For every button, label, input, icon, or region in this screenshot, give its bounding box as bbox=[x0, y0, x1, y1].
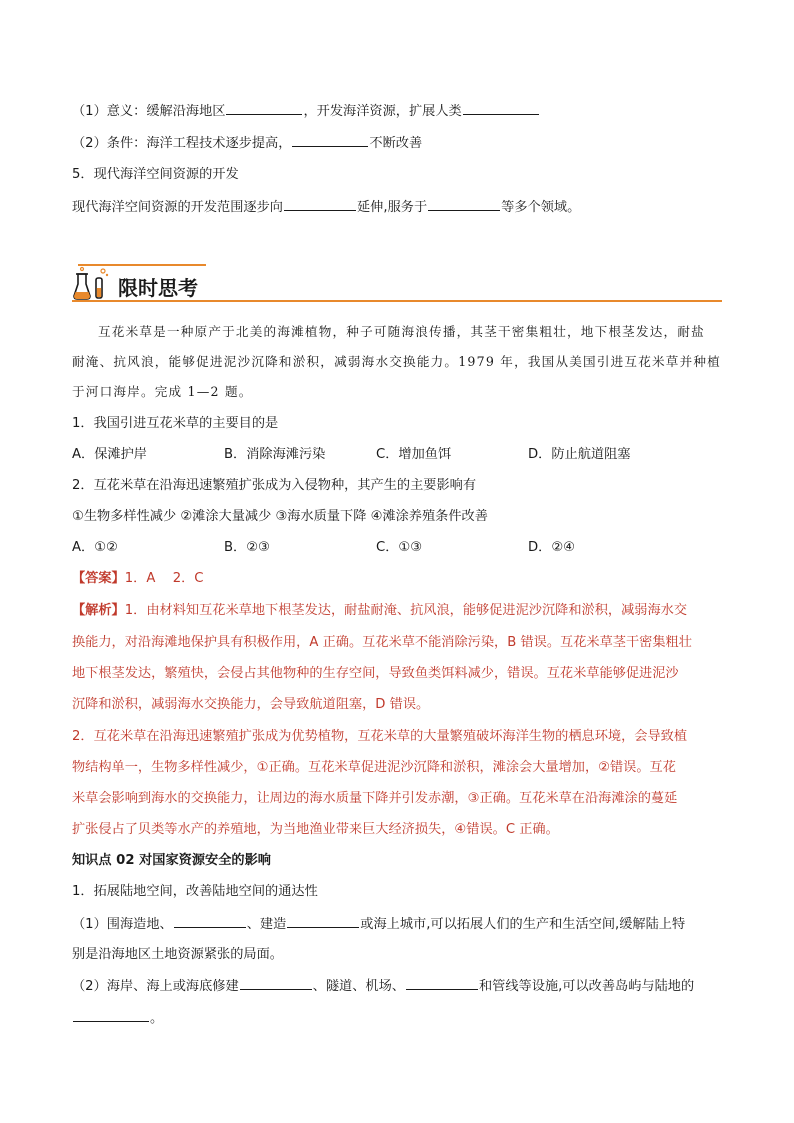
kp02-text-g: 。 bbox=[150, 1011, 164, 1026]
blank[interactable] bbox=[292, 133, 368, 147]
heading-underline bbox=[72, 300, 722, 302]
analysis-line-1 bbox=[72, 601, 722, 621]
option-a[interactable]: A．保滩护岸 bbox=[72, 447, 147, 462]
kp02-line-5 bbox=[72, 1008, 722, 1029]
heading-title: 限时思考 bbox=[118, 276, 198, 300]
analysis-line-4: 沉降和淤积，减弱海水交换能力，会导致航道阻塞，D 错误。 bbox=[72, 697, 430, 712]
question-1-options bbox=[72, 445, 722, 465]
question-2-items: ①生物多样性减少 ②滩涂大量减少 ③海水质量下降 ④滩涂养殖条件改善 bbox=[72, 509, 488, 524]
blank[interactable] bbox=[284, 197, 356, 211]
option-b[interactable]: B．②③ bbox=[224, 540, 270, 555]
blank[interactable] bbox=[240, 976, 312, 990]
option-a[interactable]: A．①② bbox=[72, 540, 118, 555]
option-d[interactable]: D．防止航道阻塞 bbox=[528, 447, 631, 462]
option-c[interactable]: C．①③ bbox=[376, 540, 423, 555]
kp02-line-1: 1．拓展陆地空间，改善陆地空间的通达性 bbox=[72, 884, 318, 899]
section-5-line bbox=[72, 197, 722, 218]
question-2-options bbox=[72, 538, 722, 558]
answer-line bbox=[72, 569, 722, 589]
blank[interactable] bbox=[463, 101, 539, 115]
passage-line-2: 耐淹、抗风浪，能够促进泥沙沉降和淤积，减弱海水交换能力。1979 年，我国从美国引进互花米草并种植 bbox=[72, 354, 721, 369]
kp02-line-4 bbox=[72, 976, 722, 997]
option-d[interactable]: D．②④ bbox=[528, 540, 575, 555]
blank[interactable] bbox=[406, 976, 478, 990]
analysis-line-6: 物结构单一，生物多样性减少，①正确。互花米草促进泥沙沉降和淤积，滩涂会大量增加，②错误。互花 bbox=[72, 760, 676, 775]
analysis-line-3: 地下根茎发达，繁殖快，会侵占其他物种的生存空间，导致鱼类饵料减少，错误。互花米草能够促进泥沙 bbox=[72, 666, 679, 681]
kp02-text-b: 、建造 bbox=[246, 917, 287, 932]
section-5-text-a: 现代海洋空间资源的开发范围逐步向 bbox=[72, 200, 283, 215]
condition-text-b: 不断改善 bbox=[369, 136, 423, 151]
meaning-text-a: （1）意义：缓解沿海地区 bbox=[72, 104, 226, 119]
section-5-text-c: 等多个领域。 bbox=[501, 200, 581, 215]
analysis-line-7: 米草会影响到海水的交换能力，让周边的海水质量下降并引发赤潮，③正确。互花米草在沿海滩涂的蔓延 bbox=[72, 791, 678, 806]
blank[interactable] bbox=[174, 914, 246, 928]
kp02-line-3: 别是沿海地区土地资源紧张的局面。 bbox=[72, 947, 283, 962]
condition-line bbox=[72, 133, 722, 154]
blank[interactable] bbox=[287, 914, 359, 928]
answer-label: 【答案】 bbox=[72, 571, 125, 586]
section-heading bbox=[72, 264, 722, 302]
kp02-text-e: 、隧道、机场、 bbox=[312, 979, 405, 994]
section-5-text-b: 延伸,服务于 bbox=[357, 200, 428, 215]
analysis-line-2: 换能力，对沿海滩地保护具有积极作用，A 正确。互花米草不能消除污染，B 错误。互花米草茎干密集粗壮 bbox=[72, 635, 692, 650]
knowledge-point-title: 知识点 02 对国家资源安全的影响 bbox=[72, 853, 271, 868]
kp02-text-d: （2）海岸、海上或海底修建 bbox=[72, 979, 239, 994]
analysis-text: 1．由材料知互花米草地下根茎发达，耐盐耐淹、抗风浪，能够促进泥沙沉降和淤积，减弱海水交 bbox=[124, 603, 688, 618]
meaning-line bbox=[72, 101, 722, 122]
blank[interactable] bbox=[428, 197, 500, 211]
kp02-text-f: 和管线等设施,可以改善岛屿与陆地的 bbox=[478, 979, 695, 994]
option-c[interactable]: C．增加鱼饵 bbox=[376, 447, 452, 462]
lab-flask-icon bbox=[72, 266, 112, 300]
question-1-stem: 1．我国引进互花米草的主要目的是 bbox=[72, 416, 279, 431]
answer-text: 1．A 2．C bbox=[124, 571, 204, 586]
analysis-line-5: 2．互花米草在沿海迅速繁殖扩张成为优势植物，互花米草的大量繁殖破坏海洋生物的栖息环境，会导致植 bbox=[72, 729, 688, 744]
question-2-stem: 2．互花米草在沿海迅速繁殖扩张成为入侵物种，其产生的主要影响有 bbox=[72, 478, 477, 493]
section-5-title: 5．现代海洋空间资源的开发 bbox=[72, 167, 239, 182]
kp02-text-a: （1）围海造地、 bbox=[72, 917, 173, 932]
kp02-line-2 bbox=[72, 914, 722, 935]
analysis-line-8: 扩张侵占了贝类等水产的养殖地，为当地渔业带来巨大经济损失，④错误。C 正确。 bbox=[72, 822, 559, 837]
analysis-label: 【解析】 bbox=[72, 603, 125, 618]
condition-text-a: （2）条件：海洋工程技术逐步提高， bbox=[72, 136, 292, 151]
meaning-text-b: ，开发海洋资源，扩展人类 bbox=[303, 104, 462, 119]
blank[interactable] bbox=[73, 1008, 149, 1022]
passage-line-1: 互花米草是一种原产于北美的海滩植物，种子可随海浪传播，其茎干密集粗壮，地下根茎发达，耐盐 bbox=[98, 324, 705, 339]
blank[interactable] bbox=[226, 101, 302, 115]
kp02-text-c: 或海上城市,可以拓展人们的生产和生活空间,缓解陆上特 bbox=[360, 917, 686, 932]
passage-line-3: 于河口海岸。完成 1—2 题。 bbox=[72, 384, 253, 399]
option-b[interactable]: B．消除海滩污染 bbox=[224, 447, 326, 462]
